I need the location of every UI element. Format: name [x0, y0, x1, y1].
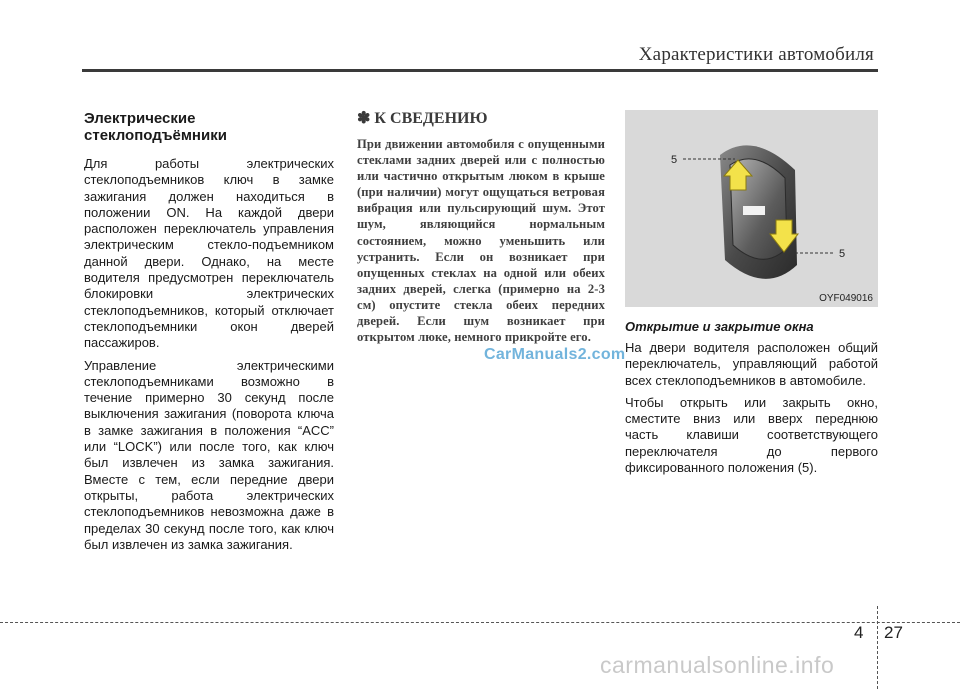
left-column: [84, 110, 334, 559]
left-paragraph-1: Для работы электрических стеклоподъемников ключ в замке зажигания должен находиться в положении ON. На каждой двери расположен переключатель управления электрическим стекло-подъемником данной двери. Однако, на месте водителя предусмотрен переключатель блокировки электрических стеклоподъемников, который отключает стеклоподъемники окон дверей пассажиров.: [84, 156, 334, 351]
footer-rule: [0, 622, 960, 623]
caution-text: При движении автомобиля с опущенными стеклами задних дверей или с полностью или частично открытым люком в крыше (при наличии) могут ощущаться ветровая вибрация или пульсирующий шум. Этот шум, являющийся нормальным состоянием, можно уменьшить или устранить. Если он возникает при опущенных стеклах на одной или обеих задних дверей, слегка (примерно на 2-3 см) опустите стекла обеих передних дверей. Если шум возникает при открытом люке, немного прикройте его.: [357, 137, 605, 345]
footer-watermark: carmanualsonline.info: [600, 652, 835, 678]
watermark-link[interactable]: CarManuals2.com: [484, 346, 626, 363]
heading-line2: стеклоподъёмники: [84, 127, 227, 144]
page-number: 27: [884, 623, 903, 642]
right-paragraph-2: Чтобы открыть или закрыть окно, сместите вниз или вверх переднюю часть клавиши соответствующего переключателя до первого фиксированного положения (5).: [625, 394, 878, 476]
chapter-number: 4: [854, 623, 864, 642]
left-paragraph-2: Управление электрическими стеклоподъемниками возможно в течение примерно 30 секунд после выключения зажигания (поворота ключа в замке зажигания в положения “ACC” или “LOCK”) или после того, как ключ был извлечен из замка зажигания. Вместе с тем, если передние двери открыты, работа электрических стеклоподъемников невозможна даже в пределах 30 секунд после того, как ключ был извлечен из замка зажигания.: [84, 357, 334, 552]
figure-label-top: 5: [671, 154, 678, 166]
figure-code: OYF049016: [819, 293, 873, 304]
right-column: [625, 110, 878, 482]
header-title: Характеристики автомобиля: [638, 44, 874, 65]
caution-star-icon: ✽: [357, 110, 371, 127]
caution-title: [357, 110, 605, 128]
figure-label-bottom: 5: [839, 248, 846, 260]
window-switch-illustration: [625, 110, 878, 307]
middle-column: [357, 110, 605, 345]
section-heading: [84, 110, 334, 144]
heading-line1: Электрические: [84, 110, 196, 127]
right-paragraph-1: На двери водителя расположен общий переключатель, управляющий работой всех стеклоподъемников в автомобиле.: [625, 340, 878, 388]
header-rule: [82, 69, 878, 72]
window-switch-figure: [625, 110, 878, 307]
switch-key-mark: [743, 206, 765, 215]
caution-title-text: К СВЕДЕНИЮ: [374, 110, 488, 127]
subheading: Открытие и закрытие окна: [625, 319, 814, 334]
footer-separator: [877, 606, 878, 689]
